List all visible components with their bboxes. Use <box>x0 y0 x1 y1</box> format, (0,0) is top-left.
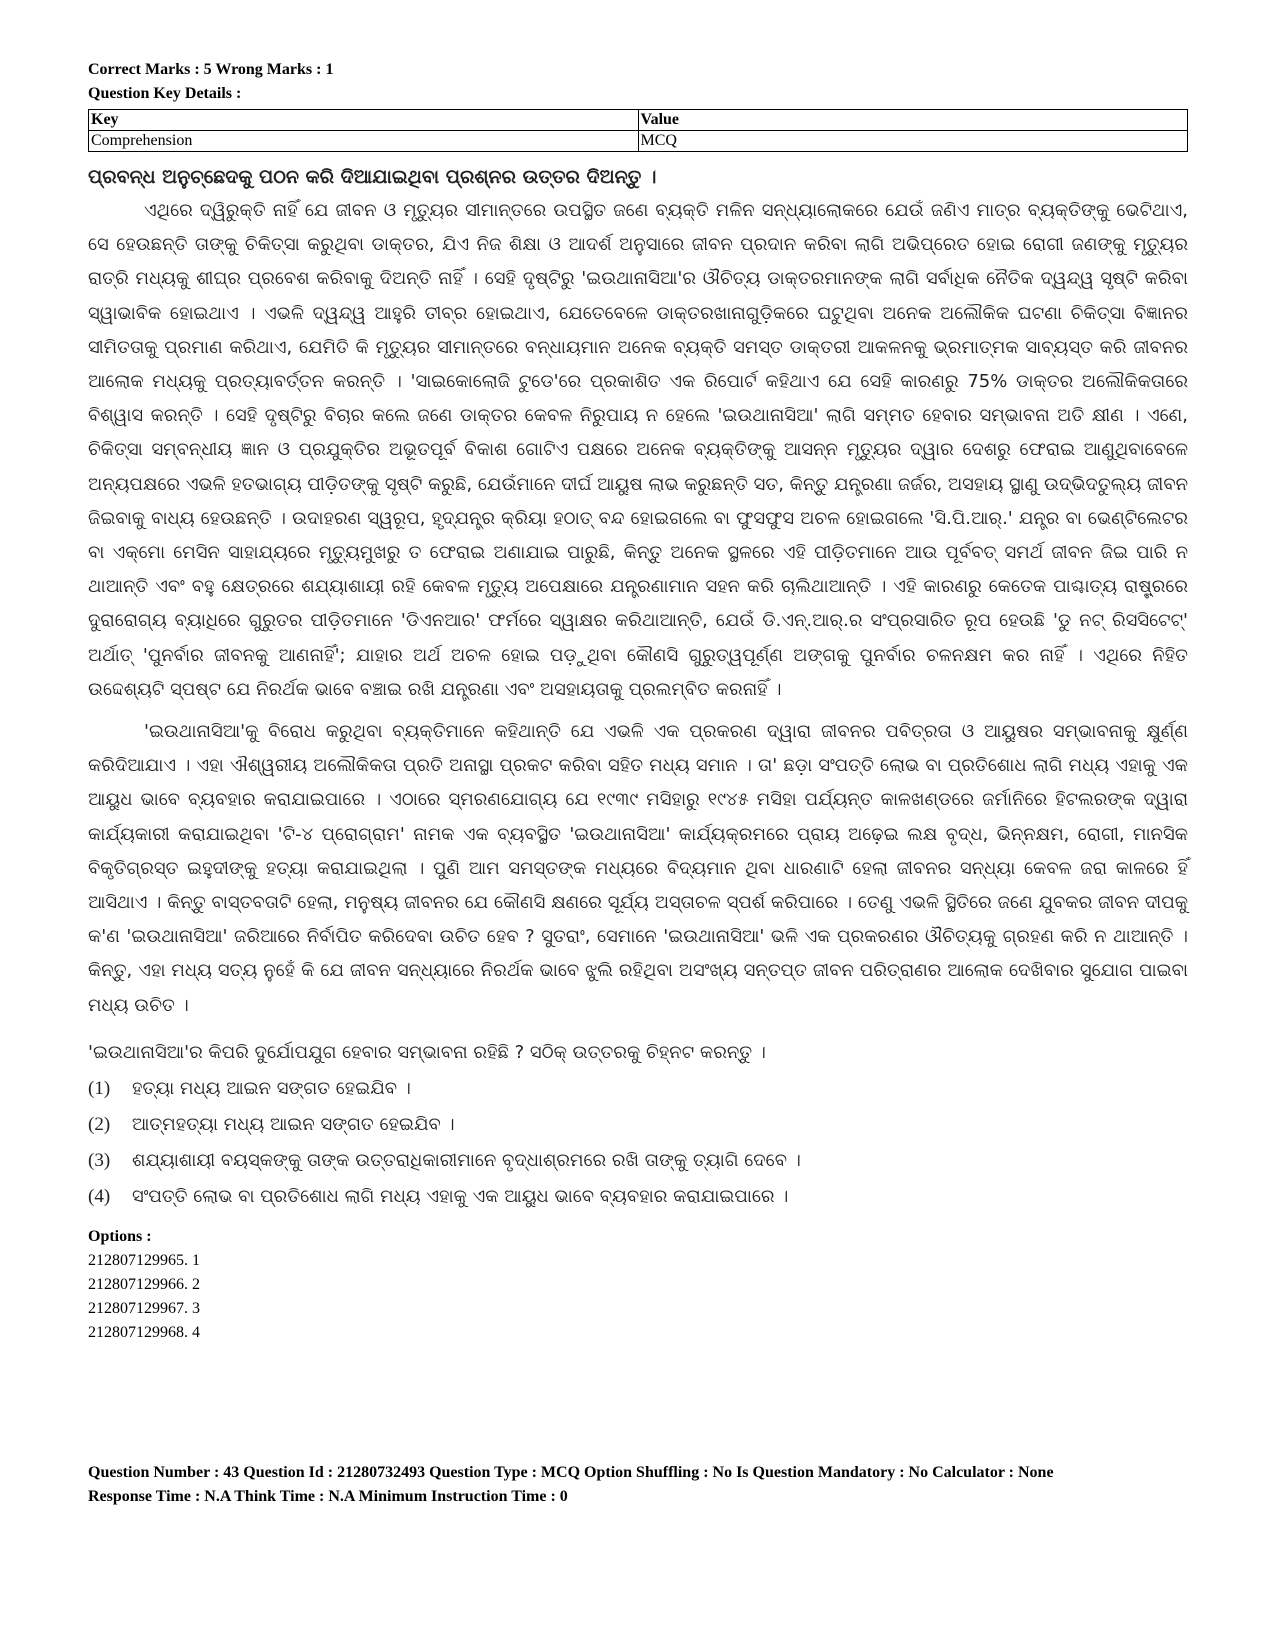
answer-choice-text: ଶଯ୍ୟାଶାୟୀ ବୟସ୍କଙ୍କୁ ତାଙ୍କ ଉତ୍ତରାଧିକାରୀମାନେ ବୃଦ୍ଧାଶ୍ରମରେ ରଖି ତାଙ୍କୁ ତ୍ୟାଗି ଦେବେ । <box>132 1149 801 1171</box>
option-id-1: 212807129965. 1 <box>88 1251 200 1269</box>
option-id-3: 212807129967. 3 <box>88 1299 200 1317</box>
key-header: Key <box>89 110 639 131</box>
question-text: 'ଇଉଥାନାସିଆ'ର କିପରି ଦୁର୍ଯୋପଯୁଗ ହେବାର ସମ୍ଭାବନା ରହିଛି ? ସଠିକ୍ ଉତ୍ତରକୁ ଚିହ୍ନଟ କରନ୍ତୁ । <box>88 1041 766 1063</box>
key-table-header-row <box>89 110 1188 131</box>
passage-paragraph-1: ଏଥିରେ ଦ୍ୱିରୁକ୍ତି ନାହିଁ ଯେ ଜୀବନ ଓ ମୃତ୍ୟୁର ସୀମାନ୍ତରେ ଉପସ୍ଥିତ ଜଣେ ବ୍ୟକ୍ତି ମଳିନ ସନ୍ଧ୍ୟାଲୋକରେ ଯେଉଁ ଜଣିଏ ମାତ୍ର ବ୍ୟକ୍ତିଙ୍କୁ ଭେଟିଥାଏ, ସେ ହେଉଛନ୍ତି ତାଙ୍କୁ ଚିକିତ୍ସା କରୁଥିବା ଡାକ୍ତର, ଯିଏ ନିଜ ଶିକ୍ଷା ଓ ଆଦର୍ଶ ଅନୁସାରେ ଜୀବନ ପ୍ରଦାନ କରିବା ଲାଗି ଅଭିପ୍ରେତ ହୋଇ ରୋଗୀ ଜଣଙ୍କୁ ମୃତ୍ୟୁର ରାତ୍ରି ମଧ୍ୟକୁ ଶୀଘ୍ର ପ୍ରବେଶ କରିବାକୁ ଦିଅନ୍ତି ନାହିଁ । ସେହି ଦୃଷ୍ଟିରୁ 'ଇଉଥାନାସିଆ'ର ଔଚିତ୍ୟ ଡାକ୍ତରମାନଙ୍କ ଲାଗି ସର୍ବାଧିକ ନୈତିକ ଦ୍ୱନ୍ଦ୍ୱ ସୃଷ୍ଟି କରିବା ସ୍ୱାଭାବିକ ହୋଇଥାଏ । ଏଭଳି ଦ୍ୱନ୍ଦ୍ୱ ଆହୁରି ତୀବ୍ର ହୋଇଥାଏ, ଯେତେବେଳେ ଡାକ୍ତରଖାନାଗୁଡ଼ିକରେ ଘଟୁଥିବା ଅନେକ ଅଲୌକିକ ଘଟଣା ଚିକିତ୍ସା ବିଜ୍ଞାନର ସୀମିତତାକୁ ପ୍ରମାଣ କରିଥାଏ, ଯେମିତି କି ମୃତ୍ୟୁର ସୀମାନ୍ତରେ ବନ୍ଧାୟମାନ ଅନେକ ବ୍ୟକ୍ତି ସମସ୍ତ ଡାକ୍ତରୀ ଆକଳନକୁ ଭ୍ରମାତ୍ମକ ସାବ୍ୟସ୍ତ କରି ଜୀବନର ଆଲୋକ ମଧ୍ୟକୁ ପ୍ରତ୍ୟାବର୍ତ୍ତନ କରନ୍ତି । 'ସାଇକୋଲୋଜି ଟୁଡେ'ରେ ପ୍ରକାଶିତ ଏକ ରିପୋର୍ଟ କହିଥାଏ ଯେ ସେହି କାରଣରୁ 75% ଡାକ୍ତର ଅଲୌକିକତାରେ ବିଶ୍ୱାସ କରନ୍ତି । ସେହି ଦୃଷ୍ଟିରୁ ବିଚାର କଲେ ଜଣେ ଡାକ୍ତର କେବଳ ନିରୁପାୟ ନ ହେଲେ 'ଇଉଥାନାସିଆ' ଲାଗି ସମ୍ମତ ହେବାର ସମ୍ଭାବନା ଅତି କ୍ଷୀଣ । ଏଣେ, ଚିକିତ୍ସା ସମ୍ବନ୍ଧୀୟ ଜ୍ଞାନ ଓ ପ୍ରଯୁକ୍ତିର ଅଭୂତପୂର୍ବ ବିକାଶ ଗୋଟିଏ ପକ୍ଷରେ ଅନେକ ବ୍ୟକ୍ତିଙ୍କୁ ଆସନ୍ନ ମୃତ୍ୟୁର ଦ୍ୱାର ଦେଶରୁ ଫେରାଇ ଆଣୁଥିବାବେଳେ ଅନ୍ୟପକ୍ଷରେ ଏଭଳି ହତଭାଗ୍ୟ ପୀଡ଼ିତଙ୍କୁ ସୃଷ୍ଟି କରୁଛି, ଯେଉଁମାନେ ଦୀର୍ଘ ଆୟୁଷ ଲାଭ କରୁଛନ୍ତି ସତ, କିନ୍ତୁ ଯନ୍ତ୍ରଣା ଜର୍ଜର, ଅସହାୟ ସ୍ଥାଣୁ ଉଦ୍ଭିଦତୁଲ୍ୟ ଜୀବନ ଜିଇବାକୁ ବାଧ୍ୟ ହେଉଛନ୍ତି । ଉଦାହରଣ ସ୍ୱରୂପ, ହୃଦ୍‌ଯନ୍ତ୍ର କ୍ରିୟା ହଠାତ୍ ବନ୍ଦ ହୋଇଗଲେ ବା ଫୁସଫୁସ ଅଚଳ ହୋଇଗଲେ 'ସି.ପି.ଆର୍.' ଯନ୍ତ୍ର ବା ଭେଣ୍ଟିଲେଟର ବା ଏକ୍‌ମୋ ମେସିନ ସାହାଯ୍ୟରେ ମୃତ୍ୟୁମୁଖରୁ ତ ଫେରାଇ ଅଣାଯାଇ ପାରୁଛି, କିନ୍ତୁ ଅନେକ ସ୍ଥଳରେ ଏହି ପୀଡ଼ିତମାନେ ଆଉ ପୂର୍ବବତ୍ ସମର୍ଥ ଜୀବନ ଜିଇ ପାରି ନ ଥାଆନ୍ତି ଏବଂ ବହୁ କ୍ଷେତ୍ରରେ ଶଯ୍ୟାଶାୟୀ ରହି କେବଳ ମୃତ୍ୟୁ ଅପେକ୍ଷାରେ ଯନ୍ତ୍ରଣାମାନ ସହନ କରି ଚାଲିଥାଆନ୍ତି । ଏହି କାରଣରୁ କେତେକ ପାଶ୍ଚାତ୍ୟ ରାଷ୍ଟ୍ରରେ ଦୁରାରୋଗ୍ୟ ବ୍ୟାଧିରେ ଗୁରୁତର ପୀଡ଼ିତମାନେ 'ଡିଏନଆର' ଫର୍ମରେ ସ୍ୱାକ୍ଷର କରିଥାଆନ୍ତି, ଯେଉଁ ଡି.ଏନ୍.ଆର୍.ର ସଂପ୍ରସାରିତ ରୂପ ହେଉଛି 'ଡୁ ନଟ୍ ରିସସିଟେଟ୍' ଅର୍ଥାତ୍ 'ପୁନର୍ବାର ଜୀବନକୁ ଆଣନାହିଁ'; ଯାହାର ଅର୍ଥ ଅଚଳ ହୋଇ ପଡ଼ୁଥିବା କୌଣସି ଗୁରୁତ୍ୱପୂର୍ଣ୍ଣ ଅଙ୍ଗକୁ ପୁନର୍ବାର ଚଳନକ୍ଷମ କର ନାହିଁ । ଏଥିରେ ନିହିତ ଉଦ୍ଦେଶ୍ୟଟି ସ୍ପଷ୍ଟ ଯେ ନିରର୍ଥକ ଭାବେ ବଞ୍ଚାଇ ରଖି ଯନ୍ତ୍ରଣା ଏବଂ ଅସହାୟତାକୁ ପ୍ରଲମ୍ବିତ କରନାହିଁ । <box>88 200 1188 700</box>
table-row <box>89 131 1188 152</box>
question-content <box>88 160 1188 1215</box>
passage-paragraph-2: 'ଇଉଥାନାସିଆ'କୁ ବିରୋଧ କରୁଥିବା ବ୍ୟକ୍ତିମାନେ କହିଥାନ୍ତି ଯେ ଏଭଳି ଏକ ପ୍ରକରଣ ଦ୍ୱାରା ଜୀବନର ପବିତ୍ରତା ଓ ଆୟୁଷର ସମ୍ଭାବନାକୁ କ୍ଷୁର୍ଣ୍ଣ କରିଦିଆଯାଏ । ଏହା ଐଶ୍ୱରୀୟ ଅଲୌକିକତା ପ୍ରତି ଅନାସ୍ଥା ପ୍ରକଟ କରିବା ସହିତ ମଧ୍ୟ ସମାନ । ତା' ଛଡ଼ା ସଂପତ୍ତି ଲୋଭ ବା ପ୍ରତିଶୋଧ ଲାଗି ମଧ୍ୟ ଏହାକୁ ଏକ ଆୟୁଧ ଭାବେ ବ୍ୟବହାର କରାଯାଇପାରେ । ଏଠାରେ ସ୍ମରଣଯୋଗ୍ୟ ଯେ ୧୯୩୯ ମସିହାରୁ ୧୯୪୫ ମସିହା ପର୍ଯ୍ୟନ୍ତ କାଳଖଣ୍ଡରେ ଜର୍ମାନିରେ ହିଟଲରଙ୍କ ଦ୍ୱାରା କାର୍ଯ୍ୟକାରୀ କରାଯାଇଥିବା 'ଟି-୪ ପ୍ରୋଗ୍ରାମ' ନାମକ ଏକ ବ୍ୟବସ୍ଥିତ 'ଇଉଥାନାସିଆ' କାର୍ଯ୍ୟକ୍ରମରେ ପ୍ରାୟ ଅଢ଼େଇ ଲକ୍ଷ ବୃଦ୍ଧ, ଭିନ୍ନକ୍ଷମ, ରୋଗୀ, ମାନସିକ ବିକୃତିଗ୍ରସ୍ତ ଇହୁଦୀଙ୍କୁ ହତ୍ୟା କରାଯାଇଥିଲା । ପୁଣି ଆମ ସମସ୍ତଙ୍କ ମଧ୍ୟରେ ବିଦ୍ୟମାନ ଥିବା ଧାରଣାଟି ହେଲା ଜୀବନର ସନ୍ଧ୍ୟା କେବଳ ଜରା କାଳରେ ହିଁ ଆସିଥାଏ । କିନ୍ତୁ ବାସ୍ତବତାଟି ହେଲା, ମନୁଷ୍ୟ ଜୀବନର ଯେ କୌଣସି କ୍ଷଣରେ ସୂର୍ଯ୍ୟ ଅସ୍ତାଚଳ ସ୍ପର୍ଶ କରିପାରେ । ତେଣୁ ଏଭଳି ସ୍ଥିତିରେ ଜଣେ ଯୁବକର ଜୀବନ ଦୀପକୁ କ'ଣ 'ଇଉଥାନାସିଆ' ଜରିଆରେ ନିର୍ବାପିତ କରିଦେବା ଉଚିତ ହେବ ? ସୁତରାଂ, ସେମାନେ 'ଇଉଥାନାସିଆ' ଭଳି ଏକ ପ୍ରକରଣର ଔଚିତ୍ୟକୁ ଗ୍ରହଣ କରି ନ ଥାଆନ୍ତି । କିନ୍ତୁ, ଏହା ମଧ୍ୟ ସତ୍ୟ ନୁହେଁ କି ଯେ ଜୀବନ ସନ୍ଧ୍ୟାରେ ନିରର୍ଥକ ଭାବେ ଝୁଲି ରହିଥିବା ଅସଂଖ୍ୟ ସନ୍ତପ୍ତ ଜୀବନ ପରିତ୍ରାଣର ଆଲୋକ ଦେଖିବାର ସୁଯୋଗ ପାଇବା ମଧ୍ୟ ଉଚିତ । <box>88 721 1188 1016</box>
answer-choice-3 <box>88 1143 1188 1179</box>
answer-choice-number: (2) <box>88 1113 111 1135</box>
key-details-table <box>88 109 1188 152</box>
answer-choice-number: (1) <box>88 1077 111 1099</box>
footer-line-2: Response Time : N.A Think Time : N.A Minimum Instruction Time : 0 <box>88 1488 568 1505</box>
answer-choice-4 <box>88 1179 1188 1215</box>
answer-choice-number: (4) <box>88 1185 111 1207</box>
question-metadata-footer <box>88 1461 1208 1509</box>
option-id-2: 212807129966. 2 <box>88 1275 200 1293</box>
value-header: Value <box>638 110 1188 131</box>
question-page <box>88 58 1188 1345</box>
answer-choice-2 <box>88 1107 1188 1143</box>
answer-choice-1 <box>88 1071 1188 1107</box>
option-id-4: 212807129968. 4 <box>88 1323 200 1341</box>
passage-heading: ପ୍ରବନ୍ଧ ଅନୁଚ୍ଛେଦକୁ ପଠନ କରି ଦିଆଯାଇଥିବା ପ୍ରଶ୍ନର ଉତ୍ତର ଦିଅନ୍ତୁ । <box>88 166 657 188</box>
footer-line-1: Question Number : 43 Question Id : 21280732493 Question Type : MCQ Option Shuffling : No Is Question Mandatory : No Calculator : None <box>88 1464 1054 1481</box>
key-details-title: Question Key Details : <box>88 85 242 102</box>
marks-line: Correct Marks : 5 Wrong Marks : 1 <box>88 61 334 78</box>
options-title: Options : <box>88 1227 152 1245</box>
key-cell: Comprehension <box>89 131 639 152</box>
answer-choice-text: ସଂପତ୍ତି ଲୋଭ ବା ପ୍ରତିଶୋଧ ଲାଗି ମଧ୍ୟ ଏହାକୁ ଏକ ଆୟୁଧ ଭାବେ ବ୍ୟବହାର କରାଯାଇପାରେ । <box>132 1185 789 1207</box>
answer-choice-number: (3) <box>88 1149 111 1171</box>
answer-choice-text: ଆତ୍ମହତ୍ୟା ମଧ୍ୟ ଆଇନ ସଙ୍ଗତ ହେଇଯିବ । <box>132 1113 455 1135</box>
value-cell: MCQ <box>638 131 1188 152</box>
answer-choice-text: ହତ୍ୟା ମଧ୍ୟ ଆଇନ ସଙ୍ଗତ ହେଇଯିବ । <box>132 1077 411 1099</box>
